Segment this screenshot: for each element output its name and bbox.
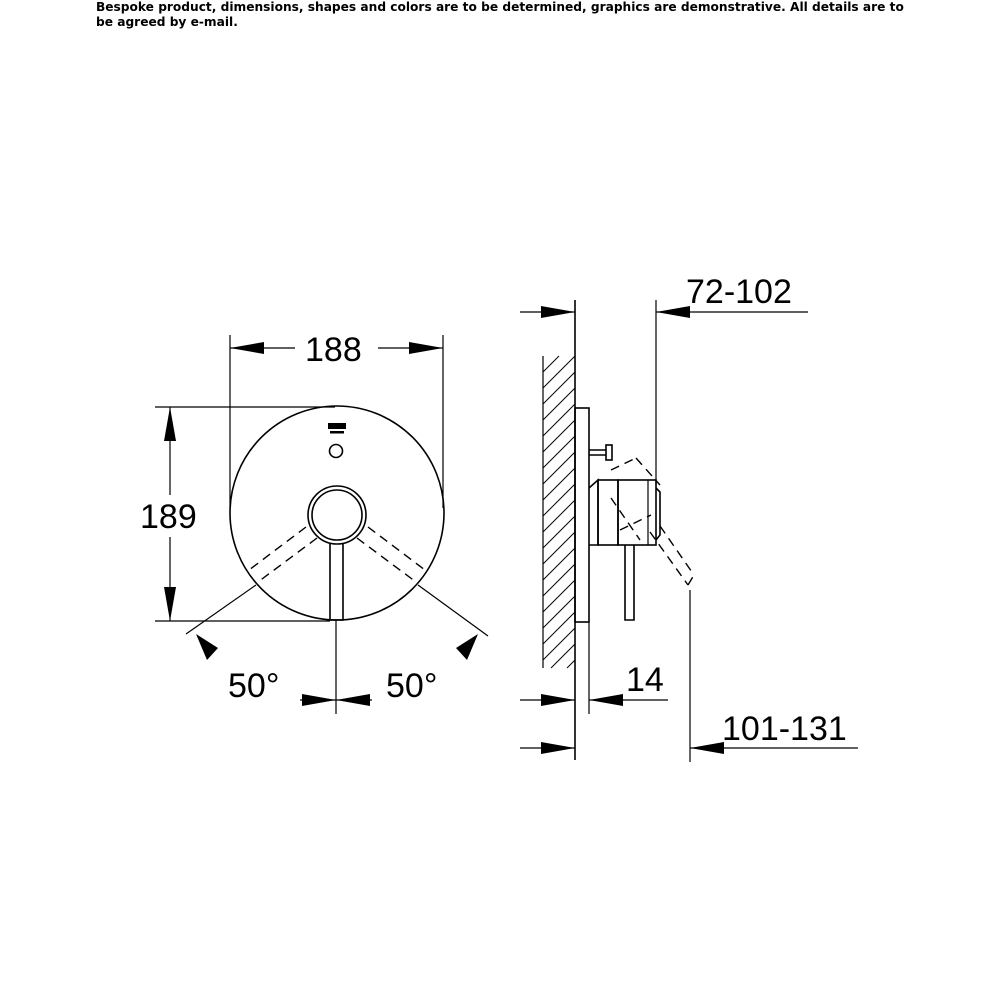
- width-arrow-right: [409, 342, 443, 354]
- handle-hub-inner: [312, 490, 362, 540]
- width-dimension-label: 188: [305, 331, 362, 369]
- handle-lever: [330, 543, 343, 620]
- center-arrow-left: [302, 694, 336, 706]
- height-dimension-label: 189: [140, 498, 197, 536]
- width-arrow-left: [230, 342, 264, 354]
- angle-left-label: 50°: [228, 667, 280, 705]
- diverter-button: [330, 445, 343, 458]
- angle-arrow-right: [456, 634, 478, 660]
- height-arrow-top: [164, 407, 176, 441]
- handle-body-side: [589, 480, 660, 620]
- wall-hatching: [543, 356, 575, 668]
- disclaimer-text: Bespoke product, dimensions, shapes and colors are to be determined, graphics are demonstrative. All details are to be agreed by e-mail.: [96, 0, 904, 29]
- handle-hub-outer: [308, 486, 366, 544]
- height-arrow-bottom: [164, 587, 176, 621]
- thickness-arrow-left: [541, 694, 575, 706]
- total-depth-arrow-right: [690, 742, 724, 754]
- angle-arrow-left: [196, 634, 218, 660]
- angle-line-left: [186, 585, 256, 634]
- angle-right-label: 50°: [386, 667, 438, 705]
- front-view: [155, 335, 488, 714]
- thickness-dimension-label: 14: [626, 661, 664, 699]
- center-arrow-right: [336, 694, 370, 706]
- rotated-lever-right: [357, 527, 425, 582]
- escutcheon-plate: [230, 406, 444, 620]
- thickness-arrow-right: [589, 694, 623, 706]
- projection-dimension-label: 72-102: [686, 273, 792, 311]
- projection-arrow-left: [541, 306, 575, 318]
- diverter-pin-side: [589, 445, 612, 460]
- angle-line-right: [418, 585, 488, 636]
- brand-logo-icon: [328, 423, 346, 434]
- rotated-handle-side: [611, 458, 694, 585]
- total-depth-arrow-left: [541, 742, 575, 754]
- total-depth-dimension-label: 101-131: [722, 710, 847, 748]
- cover-plate-side: [575, 408, 589, 622]
- side-view: [520, 300, 858, 762]
- projection-arrow-right: [656, 306, 690, 318]
- rotated-lever-left: [249, 527, 317, 582]
